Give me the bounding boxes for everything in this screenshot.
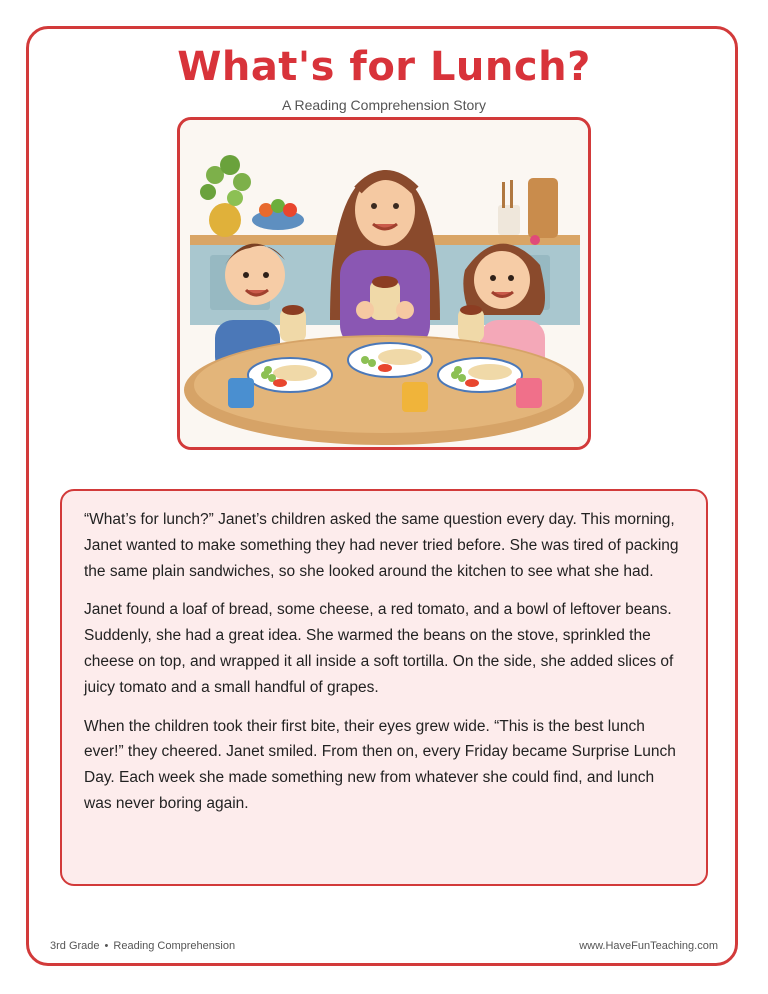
footer-website: www.HaveFunTeaching.com	[579, 940, 718, 952]
footer-subject: Reading Comprehension	[113, 940, 236, 952]
story-paragraph: “What’s for lunch?” Janet’s children asked the same question every day. This morning, Janet wanted to make something they had never tried before. She was tired of packing the same plain sandwiches, so she looked around the kitchen to see what she had.	[84, 511, 679, 580]
footer-grade: 3rd Grade	[50, 940, 100, 952]
story-paragraph: When the children took their first bite, their eyes grew wide. “This is the best lunch ever!” they cheered. Janet smiled. From then on, every Friday became Surprise Lunch Day. Each week she made something new from whatever she could find, and lunch was never boring again.	[84, 717, 676, 812]
footer-separator: •	[104, 940, 109, 952]
story-paragraph: Janet found a loaf of bread, some cheese, a red tomato, and a bowl of leftover beans. Suddenly, she had a great idea. She warmed the beans on the stove, sprinkled the cheese on top, and wrapped it all inside a soft tortilla. On the side, she added slices of juicy tomato and a small handful of grapes.	[84, 601, 674, 696]
story-passage	[60, 489, 708, 886]
footer-grade-subject	[50, 940, 235, 952]
family-lunch-illustration	[180, 120, 588, 447]
lunch-illustration	[177, 117, 591, 450]
page-title: What's for Lunch?	[177, 44, 591, 90]
page-subtitle: A Reading Comprehension Story	[282, 97, 486, 113]
